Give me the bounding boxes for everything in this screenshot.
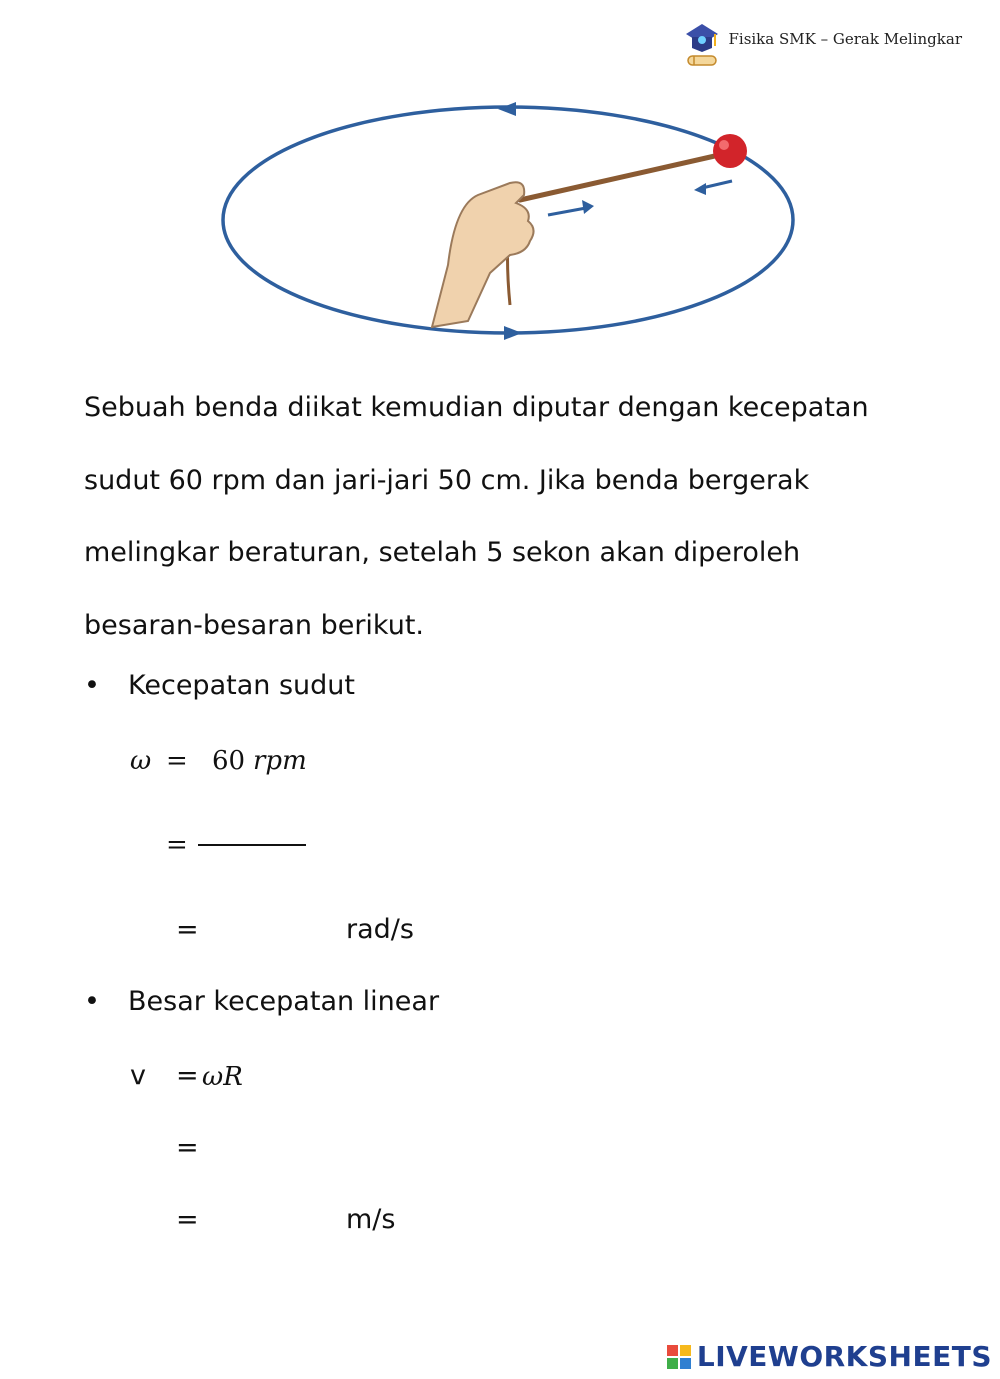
circular-motion-illustration (210, 95, 810, 355)
linear-velocity-answer-input[interactable] (205, 1204, 339, 1242)
equals-sign: = (176, 1132, 199, 1163)
omega-unit: rpm (253, 746, 307, 776)
bullet-linear-velocity (84, 986, 439, 1017)
problem-line-3: melingkar beraturan, setelah 5 sekon akan diperoleh (84, 537, 801, 568)
equals-sign: = (166, 746, 188, 776)
footer-brand (667, 1340, 992, 1373)
omega-value: 60 (212, 746, 246, 776)
ball (713, 134, 747, 168)
omega-symbol: ω (130, 746, 152, 776)
equals-sign: = (176, 914, 199, 945)
unit-rad-s: rad/s (346, 914, 414, 945)
bullet-dot: • (84, 986, 100, 1017)
problem-line-1: Sebuah benda diikat kemudian diputar dengan kecepatan (84, 392, 869, 423)
fraction-numerator-input[interactable] (198, 808, 310, 842)
string (520, 153, 728, 200)
angular-velocity-answer-input[interactable] (205, 914, 339, 952)
problem-statement (84, 372, 924, 662)
bullet-dot: • (84, 670, 100, 701)
formula-omega-r: ωR (202, 1062, 243, 1092)
equals-sign: = (176, 1060, 199, 1091)
section-title-angular-velocity: Kecepatan sudut (128, 670, 355, 701)
problem-line-4: besaran-besaran berikut. (84, 609, 425, 641)
brand-name: LIVEWORKSHEETS (696, 1340, 992, 1373)
graduation-cap-icon (684, 22, 720, 68)
equals-sign: = (176, 1204, 199, 1235)
section-title-linear-velocity: Besar kecepatan linear (128, 986, 440, 1017)
equals-sign: = (166, 830, 188, 860)
orbit-arrow-top-icon (498, 102, 516, 116)
liveworksheets-logo-icon (667, 1345, 691, 1369)
page-header (684, 22, 962, 68)
problem-line-2: sudut 60 rpm dan jari-jari 50 cm. Jika benda bergerak (84, 464, 810, 496)
orbit-arrow-bottom-icon (504, 326, 522, 340)
fraction-bar (198, 844, 306, 846)
force-arrow-icon (694, 181, 732, 195)
velocity-arrow-icon (548, 200, 594, 215)
linear-velocity-working-input[interactable] (205, 1132, 409, 1170)
bullet-angular-velocity (84, 670, 355, 701)
page-title: Fisika SMK – Gerak Melingkar (728, 30, 962, 48)
fraction-denominator-input[interactable] (198, 850, 310, 884)
hand (432, 182, 534, 327)
v-symbol: v (130, 1060, 146, 1091)
unit-m-s: m/s (346, 1204, 396, 1235)
